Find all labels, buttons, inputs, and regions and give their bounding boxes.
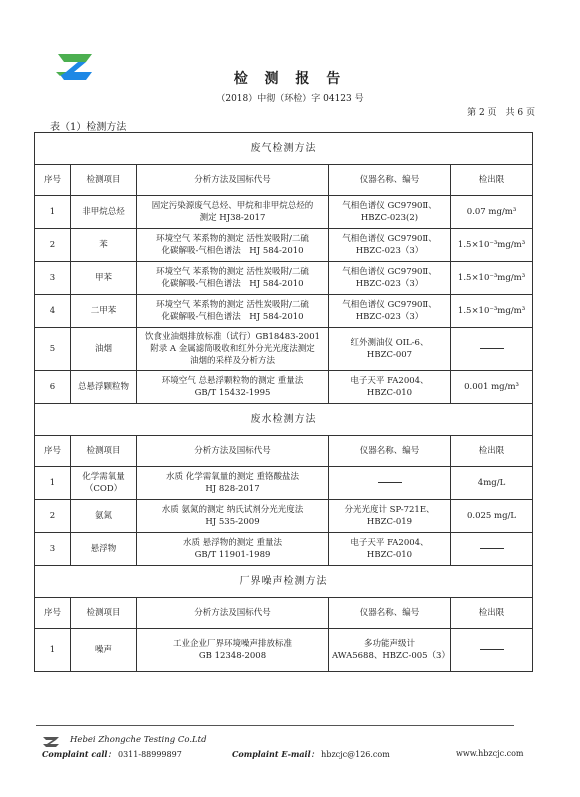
instrument-line: 气相色谱仪 GC9790Ⅱ、 (342, 201, 437, 211)
footer-divider (36, 725, 514, 726)
row-limit: 1.5×10⁻³mg/m³ (451, 295, 533, 328)
row-limit (451, 328, 533, 371)
footer-company-name: Hebei Zhongche Testing Co.Ltd (70, 735, 207, 745)
method-line: 工业企业厂界环境噪声排放标准 (172, 639, 292, 649)
column-header: 检出限 (451, 598, 533, 629)
method-line: 水质 悬浮物的测定 重量法 (183, 538, 282, 548)
row-instrument (329, 328, 451, 371)
column-header: 检出限 (451, 436, 533, 467)
row-method (137, 500, 329, 533)
row-limit (451, 629, 533, 672)
row-number: 5 (35, 328, 71, 371)
row-item: 化学需氧量（COD） (71, 467, 137, 500)
row-item: 油烟 (71, 328, 137, 371)
footer-website: www.hbzcjc.com (456, 749, 524, 758)
table-row (35, 262, 533, 295)
section-header-noise (35, 566, 533, 598)
row-number: 4 (35, 295, 71, 328)
method-line: 饮食业油烟排放标准（试行）GB18483-2001 (144, 332, 321, 342)
instrument-line: HBZC-019 (366, 517, 413, 527)
row-method (137, 467, 329, 500)
methods-table (34, 132, 533, 672)
table-row (35, 328, 533, 371)
row-method (137, 328, 329, 371)
table-row (35, 533, 533, 566)
row-item: 总悬浮颗粒物 (71, 371, 137, 404)
section-title: 厂界噪声检测方法 (35, 566, 533, 598)
row-limit: 0.001 mg/m³ (451, 371, 533, 404)
table-row (35, 229, 533, 262)
row-item: 噪声 (71, 629, 137, 672)
method-line: GB 12348-2008 (198, 651, 267, 661)
column-header: 序号 (35, 165, 71, 196)
row-instrument (329, 229, 451, 262)
row-instrument (329, 262, 451, 295)
row-number: 2 (35, 500, 71, 533)
row-limit: 0.07 mg/m³ (451, 196, 533, 229)
row-item: 甲苯 (71, 262, 137, 295)
empty-dash (480, 649, 504, 650)
instrument-line: 气相色谱仪 GC9790Ⅱ、 (342, 234, 437, 244)
row-instrument (329, 629, 451, 672)
empty-dash (480, 548, 504, 549)
table-row (35, 295, 533, 328)
row-limit: 1.5×10⁻³mg/m³ (451, 262, 533, 295)
row-instrument (329, 196, 451, 229)
method-line: 油烟的采样及分析方法 (189, 356, 275, 366)
method-line: HJ 828-2017 (205, 484, 260, 494)
row-instrument (329, 295, 451, 328)
instrument-line: AWA5688、HBZC-005（3） (332, 651, 450, 661)
column-header: 分析方法及国标代号 (137, 598, 329, 629)
method-line: 化碳解吸-气相色谱法 HJ 584-2010 (161, 279, 304, 289)
row-limit: 0.025 mg/L (451, 500, 533, 533)
method-line: 化碳解吸-气相色谱法 HJ 584-2010 (161, 246, 304, 256)
row-instrument (329, 467, 451, 500)
instrument-line: 红外测油仪 OIL-6、 (350, 338, 429, 348)
instrument-line: HBZC-023（3） (355, 312, 424, 322)
column-header: 仪器名称、编号 (329, 598, 451, 629)
empty-dash (378, 482, 402, 483)
instrument-line: 多功能声级计 (363, 639, 415, 649)
method-line: 环境空气 总悬浮颗粒物的测定 重量法 (161, 376, 304, 386)
instrument-line: 电子天平 FA2004、 (350, 376, 429, 386)
report-number: （2018）中彻（环检）字 04123 号 (216, 94, 364, 104)
method-line: 测定 HJ38-2017 (199, 213, 266, 223)
method-line: 化碳解吸-气相色谱法 HJ 584-2010 (161, 312, 304, 322)
instrument-line: HBZC-010 (366, 388, 413, 398)
page-info: 第 2 页 共 6 页 (467, 108, 535, 118)
method-line: 固定污染源废气总烃、甲烷和非甲烷总烃的 (151, 201, 314, 211)
column-header: 序号 (35, 598, 71, 629)
row-item: 氨氮 (71, 500, 137, 533)
row-method (137, 533, 329, 566)
table-row (35, 500, 533, 533)
column-header: 分析方法及国标代号 (137, 165, 329, 196)
table-caption: 表（1）检测方法 (50, 122, 127, 133)
column-header: 仪器名称、编号 (329, 165, 451, 196)
complaint-call-number: 0311-88999897 (118, 750, 182, 759)
row-number: 1 (35, 629, 71, 672)
column-header-row (35, 165, 533, 196)
footer-logo-icon (42, 736, 60, 748)
column-header-row (35, 436, 533, 467)
instrument-line: 气相色谱仪 GC9790Ⅱ、 (342, 267, 437, 277)
instrument-line: HBZC-023(2) (360, 213, 419, 223)
instrument-line: HBZC-023（3） (355, 246, 424, 256)
table-row (35, 629, 533, 672)
row-number: 1 (35, 196, 71, 229)
row-number: 3 (35, 533, 71, 566)
row-instrument (329, 533, 451, 566)
method-line: GB/T 11901-1989 (194, 550, 271, 560)
instrument-line: HBZC-010 (366, 550, 413, 560)
method-line: 环境空气 苯系物的测定 活性炭吸附/二硫 (156, 300, 309, 310)
row-method (137, 295, 329, 328)
column-header: 分析方法及国标代号 (137, 436, 329, 467)
instrument-line: 分光光度计 SP-721E、 (344, 505, 435, 515)
row-number: 6 (35, 371, 71, 404)
footer-complaint-call (42, 749, 182, 760)
row-limit (451, 533, 533, 566)
row-item: 悬浮物 (71, 533, 137, 566)
instrument-line: 电子天平 FA2004、 (350, 538, 429, 548)
section-header-water (35, 404, 533, 436)
row-limit: 1.5×10⁻³mg/m³ (451, 229, 533, 262)
row-method (137, 629, 329, 672)
method-line: HJ 535-2009 (205, 517, 260, 527)
row-instrument (329, 500, 451, 533)
column-header: 检出限 (451, 165, 533, 196)
complaint-email-label: Complaint E-mail： (232, 749, 319, 759)
column-header: 序号 (35, 436, 71, 467)
row-method (137, 196, 329, 229)
complaint-email-address: hbzcjc@126.com (321, 750, 390, 759)
instrument-line: 气相色谱仪 GC9790Ⅱ、 (342, 300, 437, 310)
table-row (35, 196, 533, 229)
row-method (137, 262, 329, 295)
method-line: 附录 A 金属滤筒吸收和红外分光光度法测定 (150, 344, 315, 354)
row-limit: 4mg/L (451, 467, 533, 500)
row-method (137, 229, 329, 262)
method-line: 水质 化学需氧量的测定 重铬酸盐法 (166, 472, 299, 482)
section-header-gas (35, 133, 533, 165)
instrument-line: HBZC-007 (366, 350, 413, 360)
row-item: 非甲烷总烃 (71, 196, 137, 229)
row-instrument (329, 371, 451, 404)
column-header: 检测项目 (71, 436, 137, 467)
table-row (35, 467, 533, 500)
method-line: 环境空气 苯系物的测定 活性炭吸附/二硫 (156, 267, 309, 277)
table-row (35, 371, 533, 404)
method-line: 环境空气 苯系物的测定 活性炭吸附/二硫 (156, 234, 309, 244)
column-header: 检测项目 (71, 165, 137, 196)
complaint-call-label: Complaint call： (42, 749, 116, 759)
instrument-line: HBZC-023（3） (355, 279, 424, 289)
column-header-row (35, 598, 533, 629)
row-number: 2 (35, 229, 71, 262)
column-header: 检测项目 (71, 598, 137, 629)
method-line: 水质 氨氮的测定 纳氏试剂分光光度法 (161, 505, 304, 515)
footer-complaint-email (232, 749, 390, 760)
row-number: 1 (35, 467, 71, 500)
empty-dash (480, 348, 504, 349)
row-item: 苯 (71, 229, 137, 262)
column-header: 仪器名称、编号 (329, 436, 451, 467)
section-title: 废气检测方法 (35, 133, 533, 165)
section-title: 废水检测方法 (35, 404, 533, 436)
row-method (137, 371, 329, 404)
row-number: 3 (35, 262, 71, 295)
report-title: 检 测 报 告 (233, 71, 347, 87)
method-line: GB/T 15432-1995 (194, 388, 271, 398)
row-item: 二甲苯 (71, 295, 137, 328)
